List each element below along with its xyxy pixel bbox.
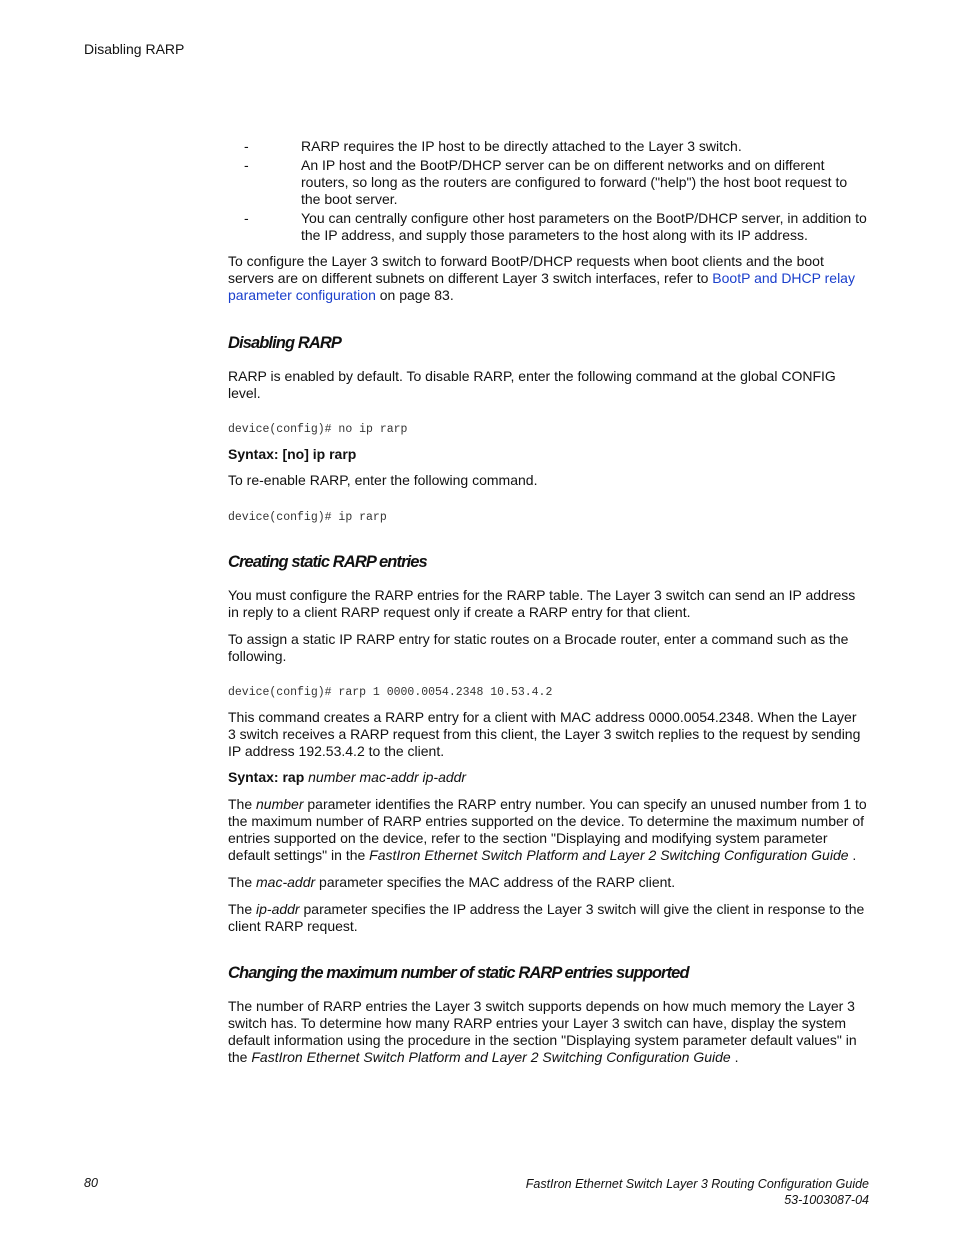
- list-dash: -: [244, 210, 249, 226]
- intro-paragraph: [228, 253, 868, 304]
- param-name: number: [256, 796, 304, 812]
- text: .: [730, 1049, 739, 1065]
- heading-creating-static-rarp: Creating static RARP entries: [228, 553, 427, 571]
- mac-addr-paragraph: [228, 874, 868, 891]
- guide-reference: FastIron Ethernet Switch Platform and Layer 2 Switching Configuration Guide: [251, 1049, 731, 1065]
- guide-reference: FastIron Ethernet Switch Platform and Layer 2 Switching Configuration Guide: [369, 847, 849, 863]
- page-body: [228, 138, 868, 1066]
- text: The number of RARP entries the Layer 3 switch supports depends on how much memory the Layer 3 switch has. To determine how many RARP entries your Layer 3 switch can have, display the system default information using the procedure in the section "Displaying system parameter default values" in the: [228, 998, 857, 1065]
- number-parameter-paragraph: [228, 796, 868, 864]
- text: parameter specifies the IP address the Layer 3 switch will give the client in response to the client RARP request.: [228, 901, 865, 934]
- ip-addr-paragraph: [228, 901, 868, 935]
- page-number: 80: [84, 1176, 98, 1190]
- syntax-line: [228, 769, 868, 786]
- text: .: [848, 847, 857, 863]
- paragraph: RARP is enabled by default. To disable RARP, enter the following command at the global CONFIG level.: [228, 368, 836, 401]
- list-item-text: RARP requires the IP host to be directly attached to the Layer 3 switch.: [301, 138, 742, 154]
- code-example: device(config)# rarp 1 0000.0054.2348 10.53.4.2: [228, 686, 553, 699]
- heading-changing-max-rarp: Changing the maximum number of static RARP entries supported: [228, 964, 689, 982]
- text: parameter identifies the RARP entry number. You can specify an unused number from 1 to the maximum number of RARP entries supported on the device. To determine the maximum number of entries supported on the device, refer to the section "Displaying and modifying system parameter default settings" in the: [228, 796, 867, 863]
- paragraph: To re-enable RARP, enter the following command.: [228, 472, 538, 488]
- list-dash: -: [244, 138, 249, 154]
- text: The: [228, 901, 257, 917]
- list-item: [228, 157, 868, 208]
- paragraph: This command creates a RARP entry for a client with MAC address 0000.0054.2348. When the Layer 3 switch receives a RARP request from this client, the Layer 3 switch replies to the request by sending IP address 192.53.4.2 to the client.: [228, 709, 861, 759]
- list-item-text: An IP host and the BootP/DHCP server can be on different networks and on different routers, so long as the routers are configured to forward ("help") the host boot request to the boot server.: [301, 157, 848, 207]
- syntax-keyword: Syntax: rap: [228, 769, 305, 785]
- intro-text-end: on page 83.: [375, 287, 454, 303]
- syntax-line: Syntax: [no] ip rarp: [228, 446, 357, 462]
- intro-text: To configure the Layer 3 switch to forward BootP/DHCP requests when boot clients and the boot servers are on different subnets on different Layer 3 switch interfaces, refer to: [228, 253, 824, 286]
- param-name: mac-addr: [256, 874, 316, 890]
- list-item: [228, 138, 868, 155]
- param-name: ip-addr: [256, 901, 300, 917]
- paragraph: You must configure the RARP entries for the RARP table. The Layer 3 switch can send an IP address in reply to a client RARP request only if create a RARP entry for that client.: [228, 587, 856, 620]
- text: The: [228, 874, 257, 890]
- guide-title: FastIron Ethernet Switch Layer 3 Routing Configuration Guide: [525, 1177, 869, 1191]
- paragraph: [228, 998, 868, 1066]
- list-dash: -: [244, 157, 249, 173]
- paragraph: To assign a static IP RARP entry for static routes on a Brocade router, enter a command such as the following.: [228, 631, 849, 664]
- code-example: device(config)# no ip rarp: [228, 423, 408, 436]
- text: parameter specifies the MAC address of the RARP client.: [315, 874, 676, 890]
- text: The: [228, 796, 257, 812]
- footer-title-block: [526, 1176, 869, 1208]
- document-number: 53-1003087-04: [784, 1193, 869, 1207]
- list-item-text: You can centrally configure other host parameters on the BootP/DHCP server, in addition to the IP address, and supply those parameters to the host along with its IP address.: [301, 210, 867, 243]
- code-example: device(config)# ip rarp: [228, 511, 387, 524]
- running-header: Disabling RARP: [84, 41, 185, 57]
- heading-disabling-rarp: Disabling RARP: [228, 334, 341, 352]
- syntax-params: number mac-addr ip-addr: [304, 769, 467, 785]
- list-item: [228, 210, 868, 244]
- bootp-dhcp-relay-link[interactable]: BootP and DHCP relay parameter configuration: [228, 270, 855, 303]
